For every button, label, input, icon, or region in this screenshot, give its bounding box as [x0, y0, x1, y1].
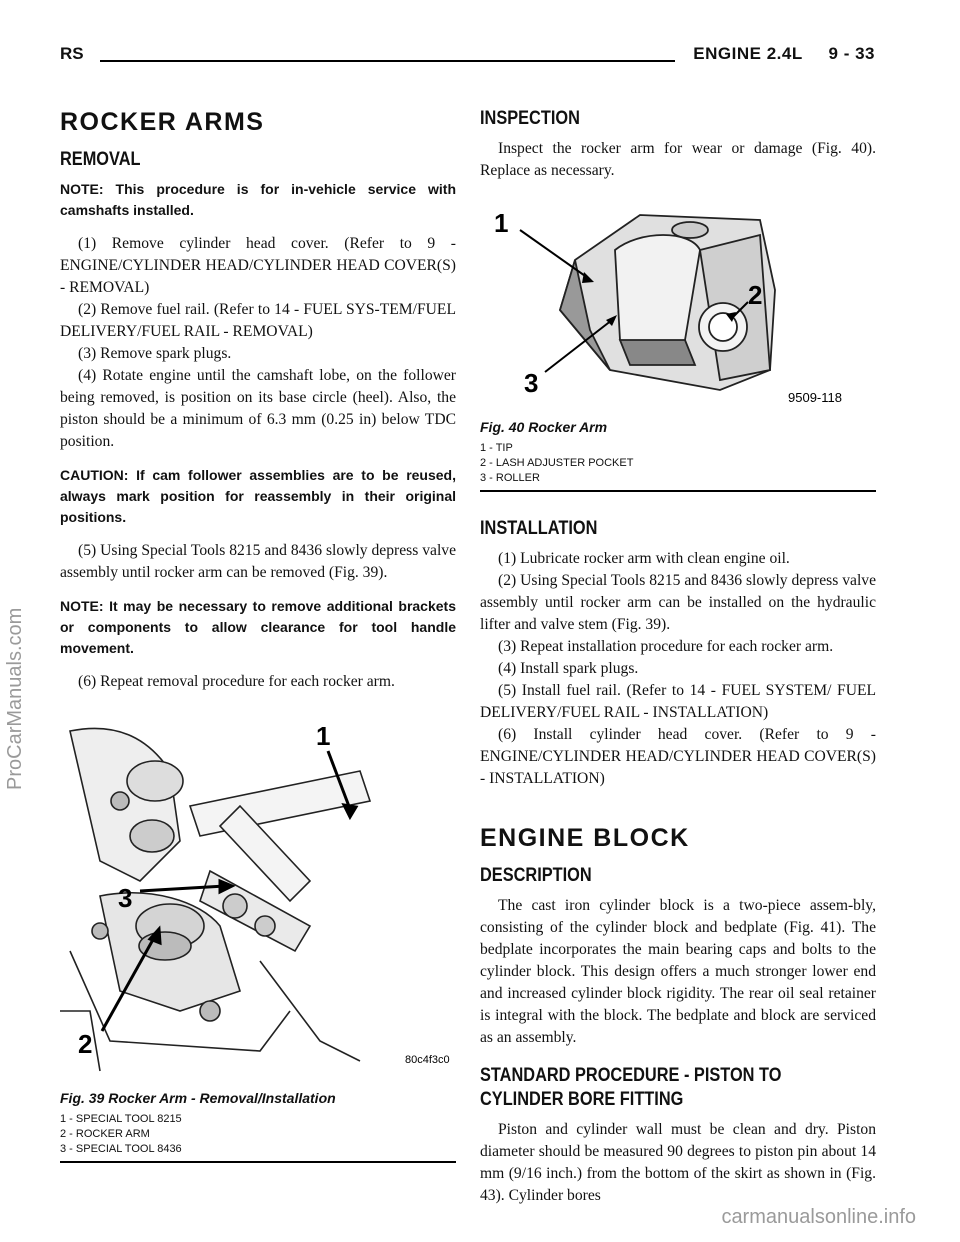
inspection-text: Inspect the rocker arm for wear or damage (Fig. 40). Replace as necessary. [480, 140, 876, 179]
header-section-code: RS [60, 44, 84, 63]
fig39-callout-1: 1 [316, 721, 331, 751]
figure-39 [60, 711, 456, 1163]
fig40-callout-3: 3 [524, 368, 539, 398]
header-rule [100, 60, 675, 62]
heading-installation: INSTALLATION [480, 518, 598, 539]
fig39-legend-item: 3 - SPECIAL TOOL 8436 [60, 1143, 182, 1155]
note-in-vehicle: NOTE: This procedure is for in-vehicle service with camshafts installed. [60, 181, 456, 218]
heading-rocker-arms: ROCKER ARMS [60, 108, 265, 136]
heading-standard-procedure-line2: CYLINDER BORE FITTING [480, 1089, 684, 1110]
fig40-legend-item: 1 - TIP [480, 442, 513, 454]
heading-description: DESCRIPTION [480, 865, 592, 886]
install-step-2: (2) Using Special Tools 8215 and 8436 slowly depress valve assembly until rocker arm can be installed on the hydraulic lifter and valve stem (Fig. 39). [480, 572, 876, 633]
heading-standard-procedure: STANDARD PROCEDURE - PISTON TO [480, 1065, 782, 1086]
heading-removal: REMOVAL [60, 149, 141, 170]
figure-39-rule [60, 1161, 456, 1163]
heading-inspection: INSPECTION [480, 108, 580, 129]
figure-39-legend [60, 1112, 456, 1157]
install-step-3: (3) Repeat installation procedure for each rocker arm. [498, 638, 834, 655]
fig39-code: 80c4f3c0 [405, 1054, 450, 1066]
caution-text: CAUTION: If cam follower assemblies are to be reused, always mark position for reassembly in their original positions. [60, 467, 456, 525]
fig40-code: 9509-118 [788, 390, 842, 405]
removal-step-1: (1) Remove cylinder head cover. (Refer to 9 - ENGINE/CYLINDER HEAD/CYLINDER HEAD COVER(S) - REMOVAL) [60, 235, 456, 296]
fig39-callout-2: 2 [78, 1029, 93, 1059]
side-watermark: ProCarManuals.com [4, 607, 26, 790]
removal-step-3: (3) Remove spark plugs. [78, 345, 232, 362]
install-step-5: (5) Install fuel rail. (Refer to 14 - FUEL SYSTEM/ FUEL DELIVERY/FUEL RAIL - INSTALLATION) [480, 682, 876, 721]
fig40-legend-item: 3 - ROLLER [480, 472, 540, 484]
figure-40-legend [480, 441, 876, 486]
fig40-legend-item: 2 - LASH ADJUSTER POCKET [480, 457, 634, 469]
note-clearance: NOTE: It may be necessary to remove additional brackets or components to allow clearance for tool handle movement. [60, 598, 456, 656]
heading-engine-block: ENGINE BLOCK [480, 824, 690, 852]
figure-40-caption: Fig. 40 Rocker Arm [480, 419, 608, 435]
figure-40-illustration [480, 190, 876, 410]
install-step-6: (6) Install cylinder head cover. (Refer to 9 - ENGINE/CYLINDER HEAD/CYLINDER HEAD COVER(S) - INSTALLATION) [480, 726, 876, 787]
fig39-legend-item: 1 - SPECIAL TOOL 8215 [60, 1113, 182, 1125]
fig40-callout-1: 1 [494, 208, 509, 238]
figure-39-illustration [60, 711, 456, 1081]
figure-39-caption: Fig. 39 Rocker Arm - Removal/Installation [60, 1090, 336, 1106]
removal-step-2: (2) Remove fuel rail. (Refer to 14 - FUEL SYS-TEM/FUEL DELIVERY/FUEL RAIL - REMOVAL) [60, 301, 456, 340]
removal-step-4: (4) Rotate engine until the camshaft lobe, on the follower being removed, is position on its base circle (heel). Also, the piston should be a minimum of 6.3 mm (0.25 in) below TDC position. [60, 367, 456, 450]
removal-step-5: (5) Using Special Tools 8215 and 8436 slowly depress valve assembly until rocker arm can be removed (Fig. 39). [60, 542, 456, 581]
header-page-title: ENGINE 2.4L 9 - 33 [693, 44, 875, 63]
install-step-1: (1) Lubricate rocker arm with clean engine oil. [498, 550, 790, 567]
figure-40-rule [480, 490, 876, 492]
figure-40 [480, 190, 876, 492]
left-column [60, 108, 456, 1163]
description-text: The cast iron cylinder block is a two-piece assem-bly, consisting of the cylinder block and bedplate (Fig. 41). The bedplate incorporates the main bearing caps and bolts to the cylinder block. This design offers a much stronger lower end and increased cylinder block rigidity. The rear oil seal retainer is integral with the block. The bedplate and block are serviced as an assembly. [480, 897, 876, 1046]
fig39-legend-item: 2 - ROCKER ARM [60, 1128, 150, 1140]
right-column [480, 108, 876, 1207]
install-step-4: (4) Install spark plugs. [498, 660, 639, 677]
page-header [60, 44, 875, 74]
standard-procedure-text: Piston and cylinder wall must be clean and dry. Piston diameter should be measured 90 degrees to piston pin about 14 mm (9/16 inch.) from the bottom of the skirt as shown in (Fig. 43). Cylinder bores [480, 1121, 876, 1204]
fig39-callout-3: 3 [118, 883, 133, 913]
removal-step-6: (6) Repeat removal procedure for each rocker arm. [78, 673, 395, 690]
bottom-watermark: carmanualsonline.info [721, 1206, 916, 1228]
fig40-callout-2: 2 [748, 280, 763, 310]
